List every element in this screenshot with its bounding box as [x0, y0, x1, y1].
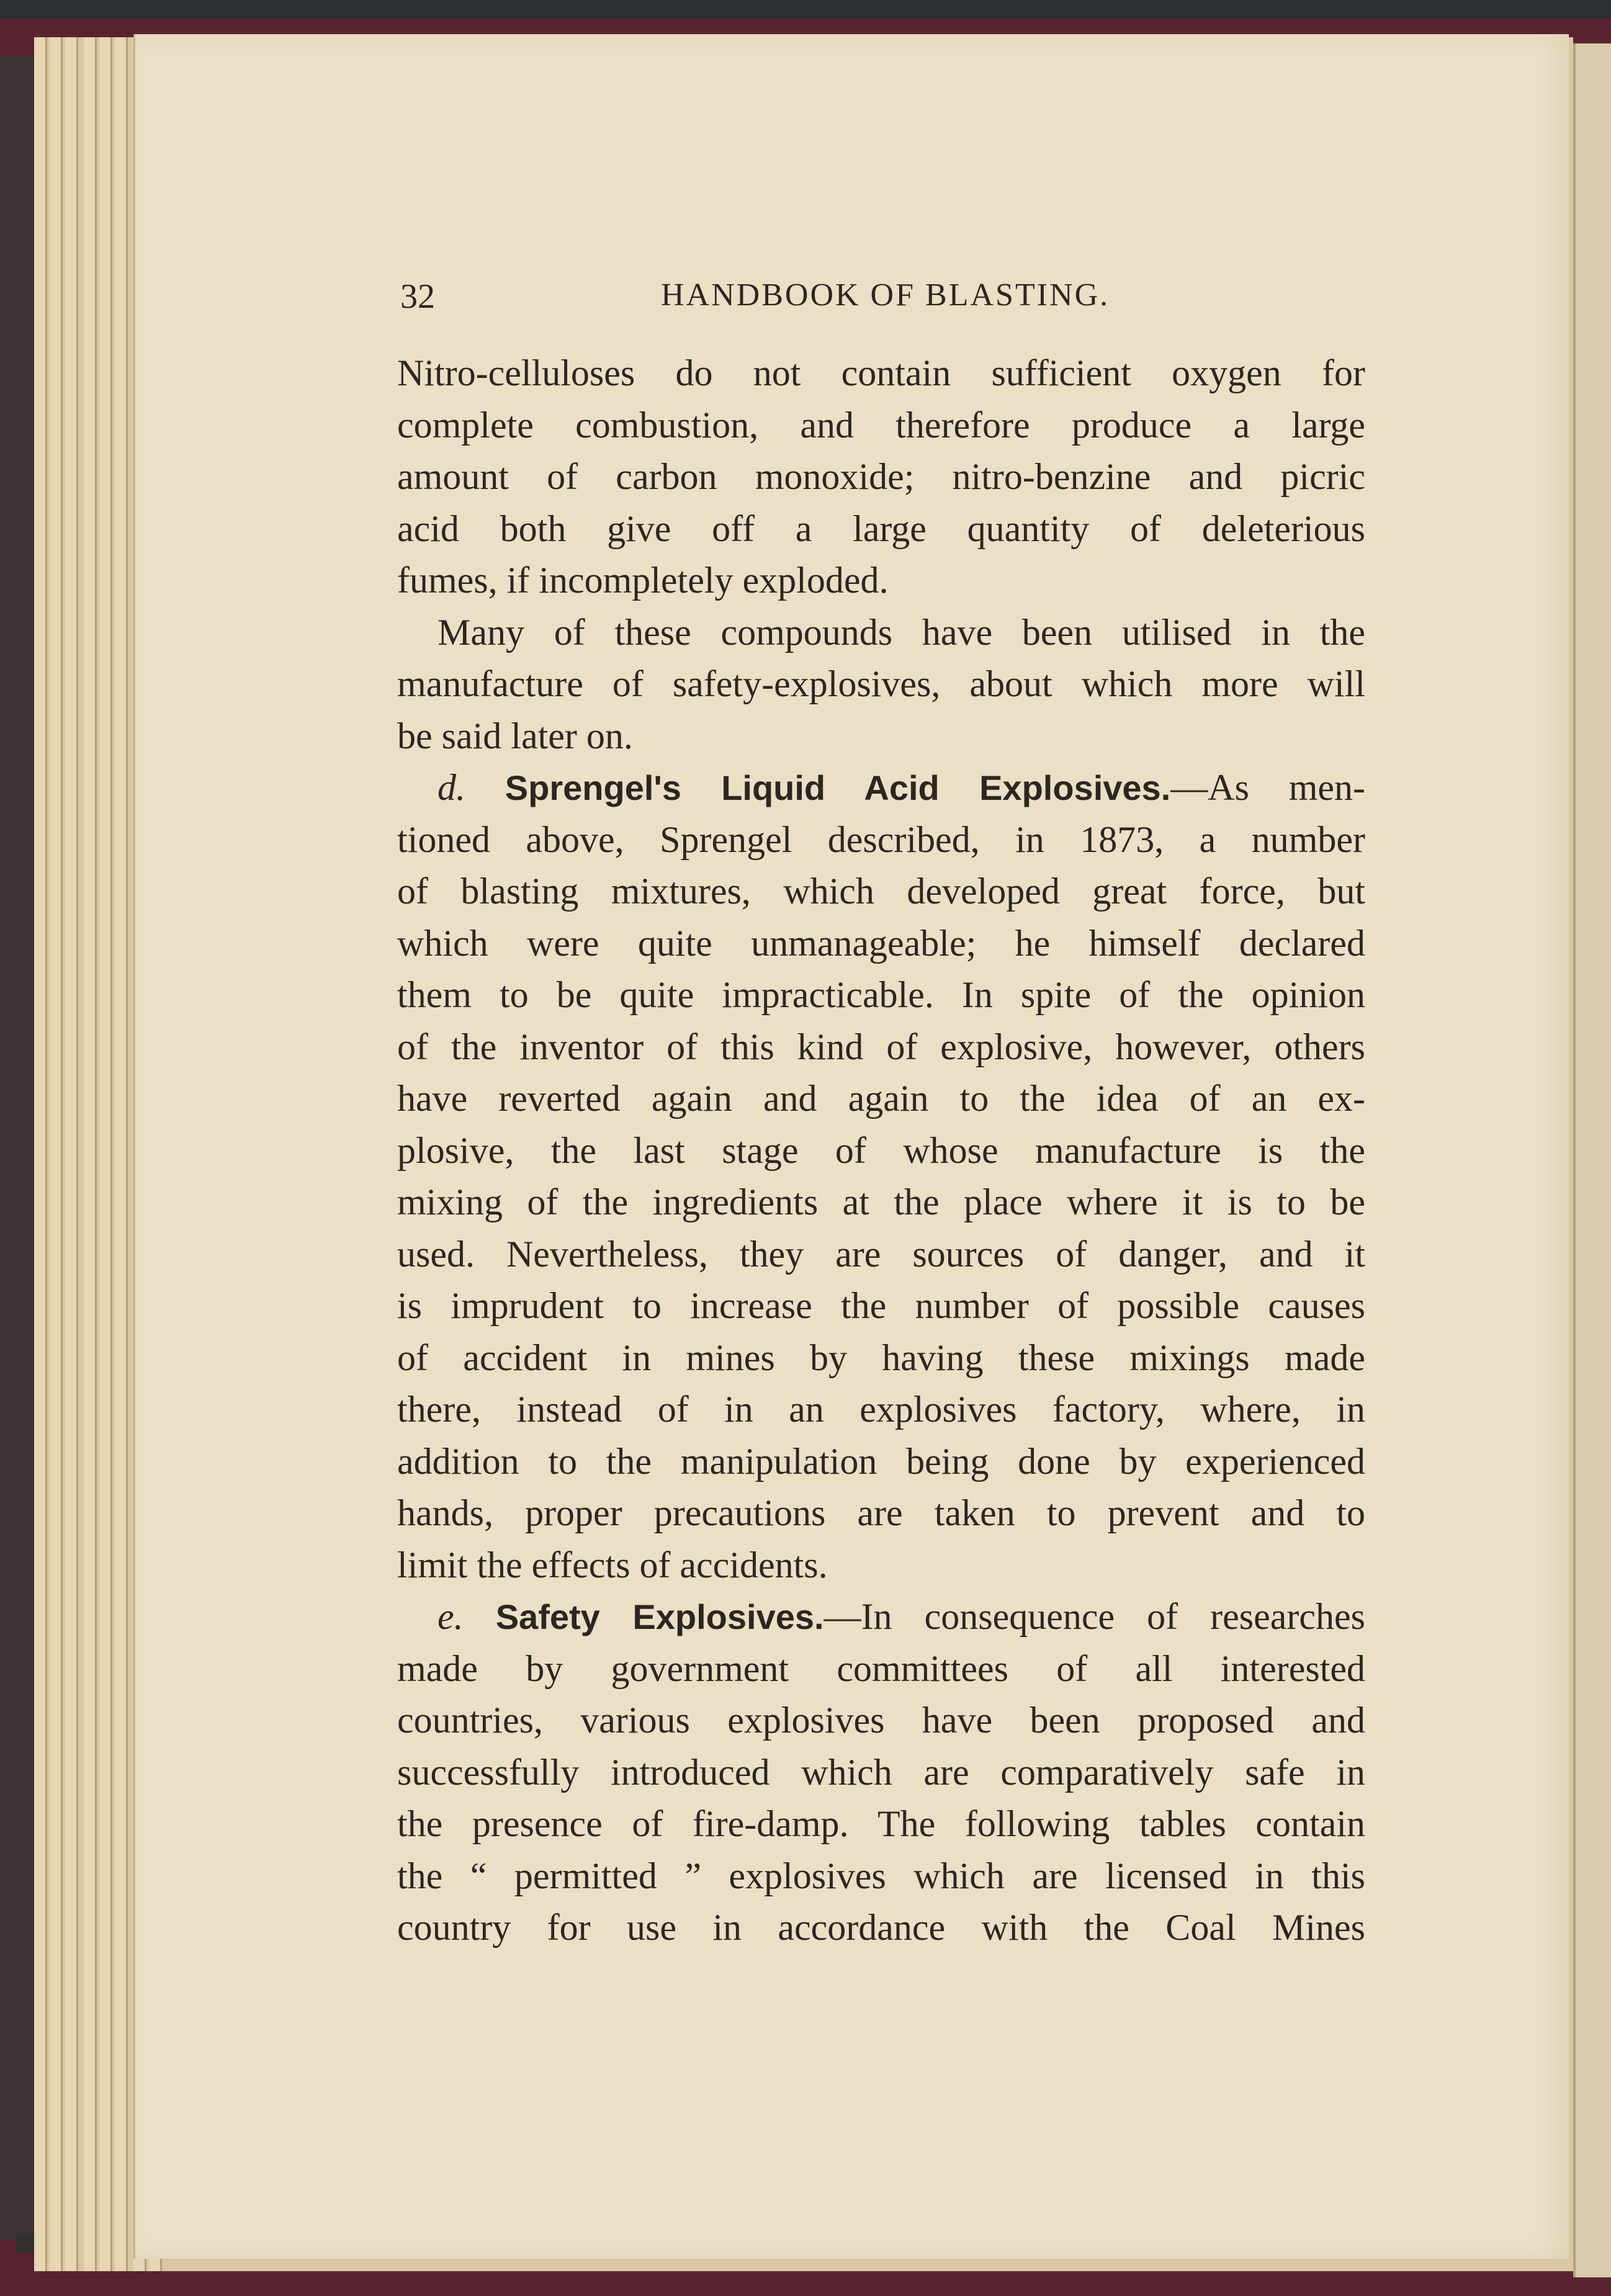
text-line: of blasting mixtures, which developed great force, but	[397, 871, 1365, 912]
text-run: —As men-	[1170, 767, 1365, 808]
section-heading: Safety Explosives.	[495, 1597, 824, 1636]
text-line: be said later on.	[397, 715, 633, 756]
page-edge	[65, 37, 78, 2271]
page-edge	[50, 37, 63, 2271]
text-line: made by government committees of all interested	[397, 1648, 1365, 1689]
text-line: the presence of fire-damp. The following tables contain	[397, 1803, 1365, 1844]
paragraph-2	[397, 607, 1365, 763]
section-letter: d.	[438, 767, 465, 808]
paragraph-3	[397, 762, 1365, 1591]
text-line: of the inventor of this kind of explosive, however, others	[397, 1026, 1365, 1067]
text-line: complete combustion, and therefore produce a large	[397, 404, 1365, 446]
text-line: tioned above, Sprengel described, in 1873, a number	[397, 818, 1365, 860]
text-line: acid both give off a large quantity of deleterious	[397, 508, 1365, 549]
text-line: is imprudent to increase the number of possible causes	[397, 1285, 1365, 1326]
page-body	[397, 348, 1365, 1954]
text-line: country for use in accordance with the Coal Mines	[397, 1907, 1365, 1948]
page-header	[400, 273, 1393, 323]
text-line: limit the effects of accidents.	[397, 1544, 828, 1585]
page-edge	[34, 37, 47, 2271]
text-line: countries, various explosives have been proposed and	[397, 1700, 1365, 1741]
text-line: fumes, if incompletely exploded.	[397, 560, 889, 601]
text-line: have reverted again and again to the idea of an ex-	[397, 1078, 1365, 1119]
text-line: used. Nevertheless, they are sources of danger, and it	[397, 1233, 1365, 1275]
text-line: addition to the manipulation being done by experienced	[397, 1440, 1365, 1482]
section-heading: Sprengel's Liquid Acid Explosives.	[505, 768, 1171, 807]
page-edge	[99, 37, 112, 2271]
text-run: —In consequence of researches	[823, 1596, 1366, 1637]
text-line: them to be quite impracticable. In spite of the opinion	[397, 974, 1365, 1015]
page-edge	[115, 37, 128, 2271]
section-heading-line	[397, 762, 1365, 814]
next-page-edge	[1573, 43, 1611, 2277]
text-line: Many of these compounds have been utilised in the	[438, 611, 1365, 653]
text-line: of accident in mines by having these mixings made	[397, 1337, 1365, 1378]
running-head: HANDBOOK OF BLASTING.	[661, 277, 1110, 313]
book-board-left	[0, 56, 34, 2240]
text-line: the “ permitted ” explosives which are licensed in this	[397, 1855, 1365, 1896]
paragraph-4	[397, 1591, 1365, 1954]
text-line: successfully introduced which are comparatively safe in	[397, 1751, 1365, 1793]
page-number: 32	[400, 277, 435, 316]
text-line: there, instead of in an explosives factory, where, in	[397, 1389, 1365, 1430]
text-line: which were quite unmanageable; he himself declared	[397, 922, 1365, 964]
text-line: amount of carbon monoxide; nitro-benzine and picric	[397, 456, 1365, 497]
text-line: mixing of the ingredients at the place where it is to be	[397, 1182, 1365, 1222]
paragraph-1	[397, 348, 1365, 607]
section-letter: e.	[438, 1596, 464, 1637]
text-line: Nitro-celluloses do not contain sufficient oxygen for	[397, 352, 1365, 393]
text-line: plosive, the last stage of whose manufacture is the	[397, 1129, 1365, 1171]
text-line: manufacture of safety-explosives, about which more will	[397, 663, 1365, 704]
page-edge	[84, 37, 97, 2271]
text-line: hands, proper precautions are taken to prevent and to	[397, 1492, 1365, 1533]
section-heading-line	[397, 1591, 1365, 1643]
